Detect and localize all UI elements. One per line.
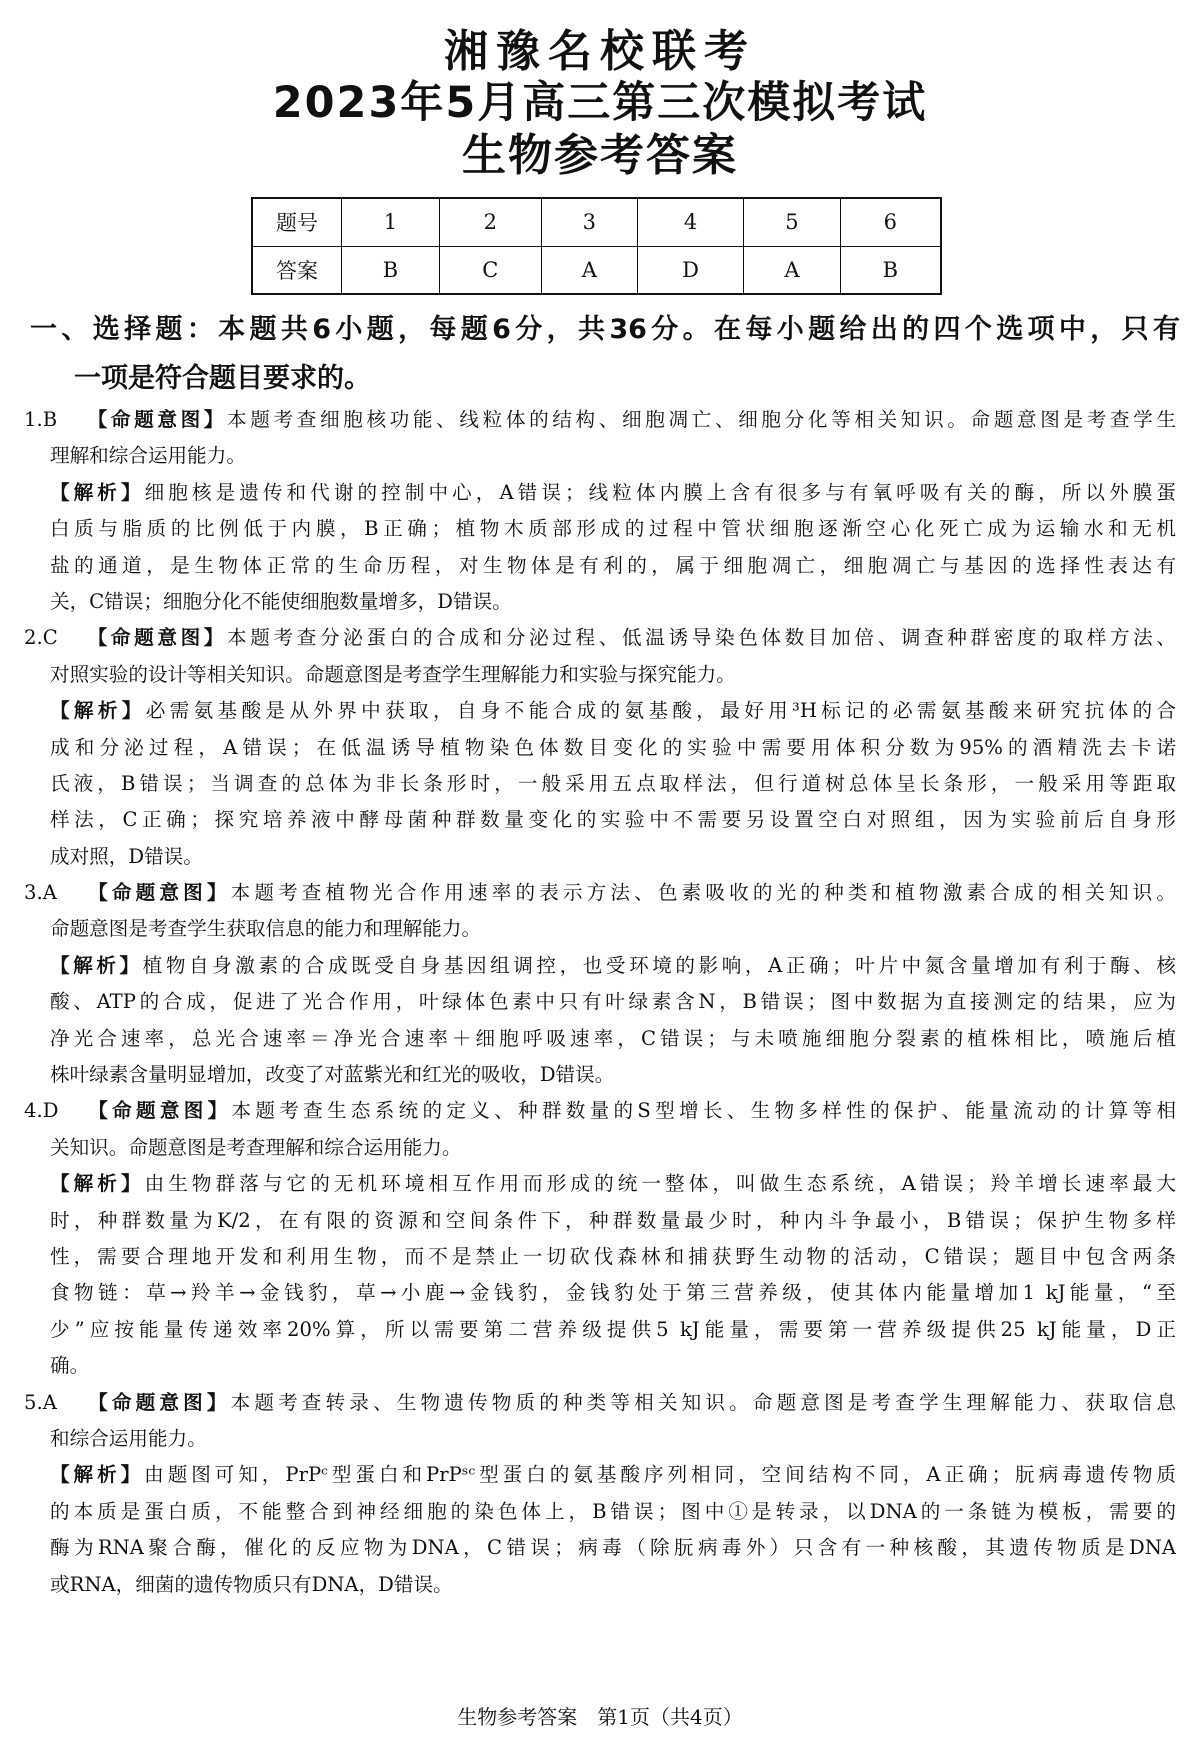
analysis-label: 【解析】 [50, 480, 145, 504]
question-number-cell: 4 [637, 198, 743, 246]
analysis-text: 必需氨基酸是从外界中获取，自身不能合成的氨基酸，最好用³H标记的必需氨基酸来研究抗体的合 [145, 699, 1176, 723]
analysis-text: 的本质是蛋白质，不能整合到神经细胞的染色体上，B错误；图中①是转录，以DNA的一条链为模板，需要的 [50, 1499, 1176, 1523]
intent-line [24, 1093, 1176, 1129]
exam-title: 湘豫名校联考 [444, 26, 756, 77]
answer-cell: A [744, 246, 840, 294]
intent-text: 关知识。命题意图是考查理解和综合运用能力。 [50, 1135, 462, 1159]
analysis-text: 少”应按能量传递效率20%算，所以需要第二营养级提供5 kJ能量，需要第一营养级提供25 kJ能量，D正 [50, 1317, 1176, 1341]
intent-line [24, 1421, 1176, 1457]
analysis-line [24, 1057, 1176, 1093]
analysis-text: 由生物群落与它的无机环境相互作用而形成的统一整体，叫做生态系统，A错误；羚羊增长速率最大 [144, 1172, 1176, 1196]
analysis-line [24, 475, 1176, 511]
analysis-text: 或RNA，细菌的遗传物质只有DNA，D错误。 [50, 1572, 453, 1596]
question-number-cell: 5 [744, 198, 840, 246]
analysis-text: 样法，C正确；探究培养液中酵母菌种群数量变化的实验中不需要另设置空白对照组，因为实验前后自身形 [50, 808, 1176, 832]
analysis-label: 【解析】 [50, 1172, 145, 1196]
analysis-line [24, 1348, 1176, 1384]
intent-text: 命题意图是考查学生获取信息的能力和理解能力。 [50, 917, 482, 941]
intent-line [24, 911, 1176, 947]
row-label: 题号 [252, 198, 342, 246]
analysis-text: 净光合速率，总光合速率＝净光合速率＋细胞呼吸速率，C错误；与未喷施细胞分裂素的植株相比，喷施后植 [50, 1026, 1176, 1050]
analysis-line [24, 1021, 1176, 1057]
analysis-text: 盐的通道，是生物体正常的生命历程，对生物体是有利的，属于细胞凋亡，细胞凋亡与基因的选择性表达有 [50, 553, 1176, 577]
analysis-line [24, 1530, 1176, 1566]
analysis-label: 【解析】 [50, 699, 146, 723]
analysis-text: 白质与脂质的比例低于内膜，B正确；植物木质部形成的过程中管状细胞逐渐空心化死亡成为运输水和无机 [50, 517, 1176, 541]
analysis-line [24, 802, 1176, 838]
intent-text: 本题考查分泌蛋白的合成和分泌过程、低温诱导染色体数目加倍、调查种群密度的取样方法、 [227, 626, 1176, 650]
analysis-text: 成和分泌过程，A错误；在低温诱导植物染色体数目变化的实验中需要用体积分数为95%的酒精洗去卡诺 [50, 735, 1176, 759]
analysis-line [24, 839, 1176, 875]
question-number-cell: 2 [439, 198, 541, 246]
intent-line [24, 1130, 1176, 1166]
analysis-text: 关，C错误；细胞分化不能使细胞数量增多，D错误。 [50, 589, 512, 613]
intent-text: 理解和综合运用能力。 [50, 444, 246, 468]
analysis-line [24, 1275, 1176, 1311]
answer-cell: D [637, 246, 743, 294]
intent-text: 本题考查植物光合作用速率的表示方法、色素吸收的光的种类和植物激素合成的相关知识。 [230, 881, 1176, 905]
answer-cell: B [840, 246, 941, 294]
analysis-line [24, 1239, 1176, 1275]
analysis-line [24, 984, 1176, 1020]
intent-text: 本题考查细胞核功能、线粒体的结构、细胞凋亡、细胞分化等相关知识。命题意图是考查学生 [227, 408, 1176, 431]
intent-line [24, 1385, 1176, 1421]
answer-row [252, 246, 941, 294]
section-heading-line: 一项是符合题目要求的。 [74, 363, 371, 394]
section-heading-line: 一、选择题：本题共6小题，每题6分，共36分。在每小题给出的四个选项中，只有 [30, 314, 1180, 345]
question-number: 5.A [24, 1390, 57, 1414]
analysis-text: 细胞核是遗传和代谢的控制中心，A错误；线粒体内膜上含有很多与有氧呼吸有关的酶，所以外膜蛋 [144, 480, 1176, 504]
analysis-line [24, 693, 1176, 729]
intent-label: 【命题意图】 [84, 626, 228, 650]
analysis-text: 氏液，B错误；当调查的总体为非长条形时，一般采用五点取样法，但行道树总体呈长条形，一般采用等距取 [50, 771, 1176, 795]
section-heading [30, 305, 1180, 403]
analysis-text: 性，需要合理地开发和利用生物，而不是禁止一切砍伐森林和捕获野生动物的活动，C错误；题目中包含两条 [50, 1244, 1176, 1268]
analysis-text: 酸、ATP的合成，促进了光合作用，叶绿体色素中只有叶绿素含N，B错误；图中数据为直接测定的结果，应为 [50, 990, 1176, 1014]
answer-cell: A [541, 246, 637, 294]
analysis-label: 【解析】 [50, 953, 143, 977]
intent-label: 【命题意图】 [84, 408, 228, 431]
analysis-line [24, 511, 1176, 547]
question-number-row [252, 198, 941, 246]
question-solution [24, 1093, 1176, 1384]
analysis-text: 食物链：草→羚羊→金钱豹，草→小鹿→金钱豹，金钱豹处于第三营养级，使其体内能量增加1 kJ能量，“至 [50, 1281, 1176, 1305]
analysis-line [24, 766, 1176, 802]
analysis-label: 【解析】 [50, 1463, 145, 1487]
intent-text: 和综合运用能力。 [50, 1426, 207, 1450]
intent-text: 本题考查转录、生物遗传物质的种类等相关知识。命题意图是考查学生理解能力、获取信息 [230, 1390, 1176, 1414]
intent-label: 【命题意图】 [84, 1099, 232, 1123]
question-number-cell: 3 [541, 198, 637, 246]
analysis-line [24, 1203, 1176, 1239]
intent-label: 【命题意图】 [84, 1390, 231, 1414]
analysis-line [24, 1312, 1176, 1348]
analysis-line [24, 548, 1176, 584]
intent-line [24, 657, 1176, 693]
answer-table [251, 197, 942, 295]
analysis-text: 株叶绿素含量明显增加，改变了对蓝紫光和红光的吸收，D错误。 [50, 1063, 615, 1087]
analysis-line [24, 1494, 1176, 1530]
answer-cell: B [342, 246, 440, 294]
analysis-line [24, 1567, 1176, 1603]
question-number-cell: 6 [840, 198, 941, 246]
intent-line [24, 438, 1176, 474]
analysis-text: 酶为RNA聚合酶，催化的反应物为DNA，C错误；病毒（除朊病毒外）只含有一种核酸，其遗传物质是DNA [50, 1536, 1176, 1560]
intent-line [24, 875, 1176, 911]
question-solution [24, 402, 1176, 620]
analysis-line [24, 584, 1176, 620]
page-footer: 生物参考答案 第1页（共4页） [457, 1705, 743, 1729]
question-solution [24, 875, 1176, 1093]
exam-subtitle: 2023年5月高三第三次模拟考试 [272, 78, 928, 128]
intent-label: 【命题意图】 [84, 881, 231, 905]
intent-line [24, 620, 1176, 656]
question-number: 1.B [24, 408, 58, 431]
analysis-line [24, 1457, 1176, 1493]
analysis-line [24, 730, 1176, 766]
analysis-text: 由题图可知，PrPᶜ型蛋白和PrPˢᶜ型蛋白的氨基酸序列相同，空间结构不同，A正确；朊病毒遗传物质 [144, 1463, 1176, 1487]
analysis-line [24, 948, 1176, 984]
document-title: 生物参考答案 [462, 130, 738, 181]
intent-line [24, 402, 1176, 438]
analysis-text: 确。 [50, 1354, 90, 1378]
question-number: 4.D [24, 1099, 59, 1123]
question-number: 2.C [24, 626, 58, 650]
question-solution [24, 1385, 1176, 1603]
answer-cell: C [439, 246, 541, 294]
analysis-text: 植物自身激素的合成既受自身基因组调控，也受环境的影响，A正确；叶片中氮含量增加有利于酶、核 [142, 953, 1176, 977]
question-solution [24, 620, 1176, 875]
question-number-cell: 1 [342, 198, 440, 246]
analysis-text: 成对照，D错误。 [50, 844, 203, 868]
intent-text: 本题考查生态系统的定义、种群数量的S型增长、生物多样性的保护、能量流动的计算等相 [231, 1099, 1176, 1123]
row-label: 答案 [252, 246, 342, 294]
analysis-text: 时，种群数量为K/2，在有限的资源和空间条件下，种群数量最少时，种内斗争最小，B错误；保护生物多样 [50, 1208, 1176, 1232]
question-number: 3.A [24, 881, 57, 905]
intent-text: 对照实验的设计等相关知识。命题意图是考查学生理解能力和实验与探究能力。 [50, 662, 736, 686]
solutions-body [24, 402, 1176, 1603]
analysis-line [24, 1166, 1176, 1202]
